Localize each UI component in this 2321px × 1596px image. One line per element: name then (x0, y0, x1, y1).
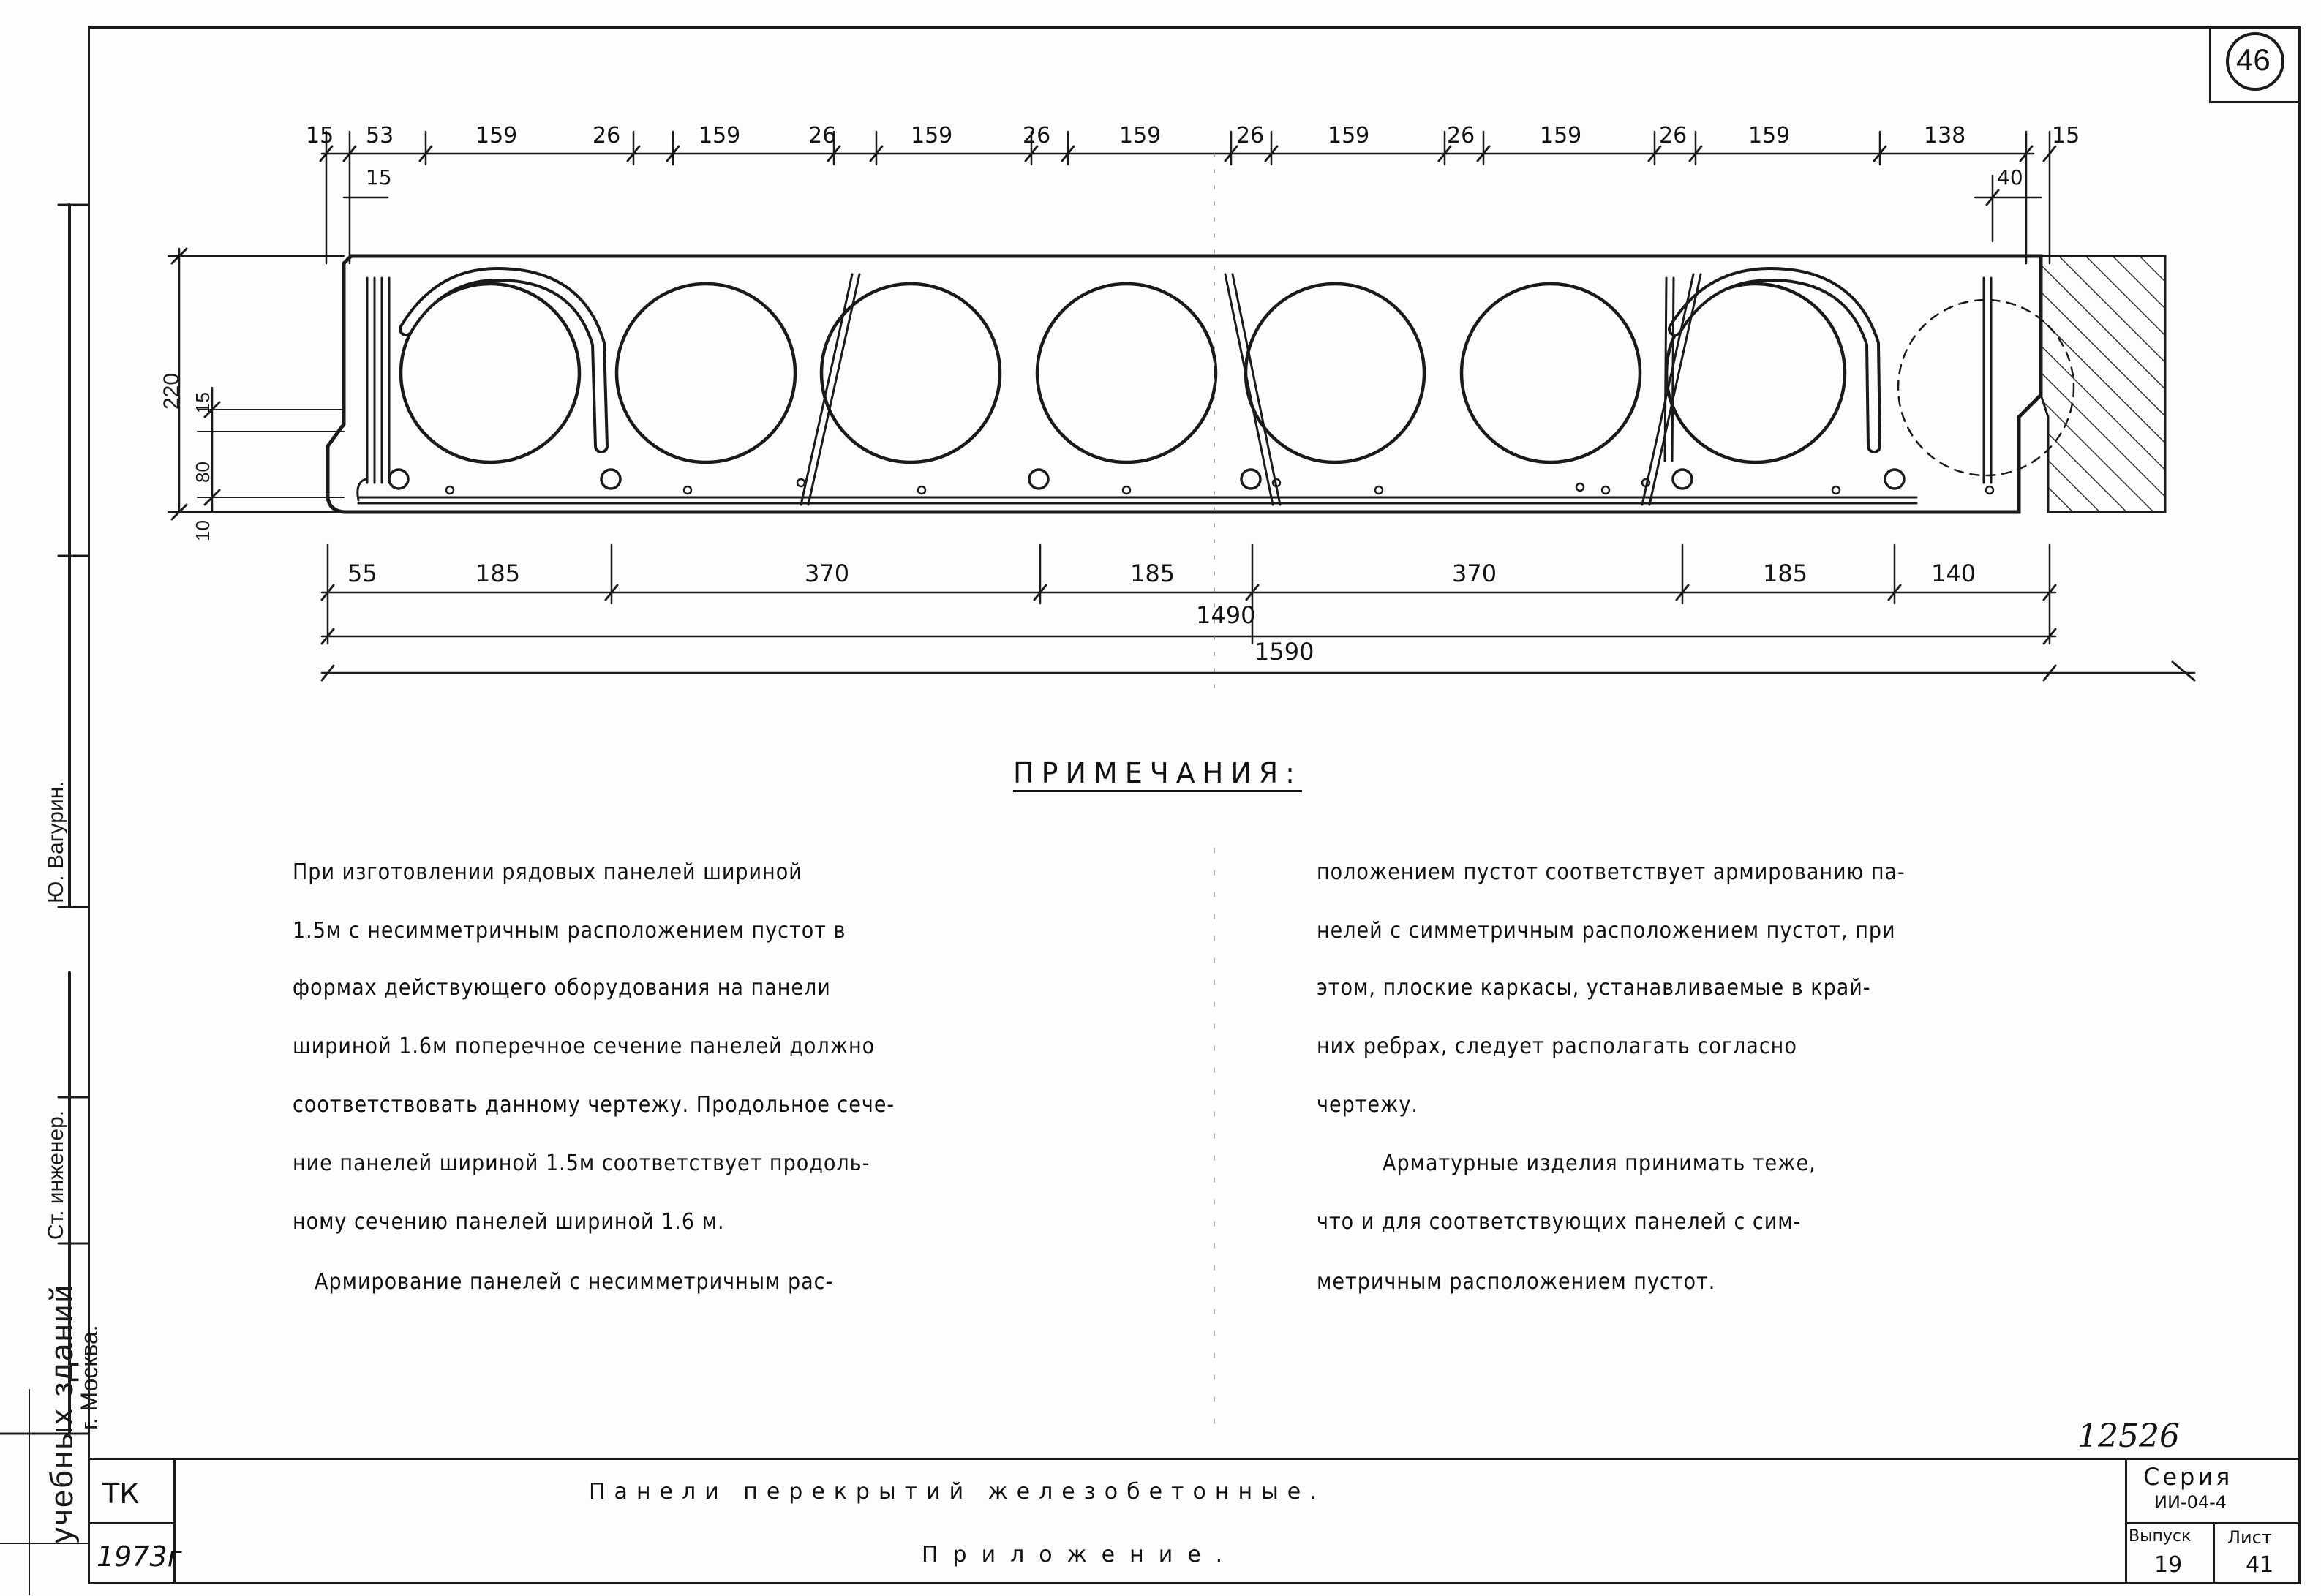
title-block-subtitle: Приложение. (922, 1542, 1238, 1567)
title-block-series-value: ИИ-04-4 (2154, 1492, 2227, 1513)
dim-total-1490: 1490 (1196, 601, 1256, 629)
note-left-line-5: соответствовать данному чертежу. Продольное сече- (293, 1092, 895, 1118)
note-right-line-6: Арматурные изделия принимать теже, (1383, 1151, 1816, 1176)
title-block-row-divider (88, 1522, 176, 1524)
dim-top-26-6: 26 (1659, 123, 1688, 148)
dim-top-159-7: 159 (1748, 123, 1791, 148)
note-right-line-5: чертежу. (1317, 1092, 1418, 1118)
dim-bottom-55: 55 (347, 560, 377, 587)
note-left-line-6: ние панелей шириной 1.5м соответствует продоль- (293, 1151, 870, 1176)
dim-top-26-2: 26 (808, 123, 837, 148)
title-block-year: 1973г (97, 1540, 182, 1573)
side-stamp-org: учебных зданий (44, 1283, 80, 1543)
title-block-code: ТК (102, 1478, 140, 1510)
dim-sub-15: 15 (366, 165, 392, 189)
dim-bottom-185-1: 185 (475, 560, 521, 587)
note-right-line-8: метричным расположением пустот. (1317, 1269, 1716, 1295)
dim-bottom-370-2: 370 (1452, 560, 1497, 587)
title-block-title: Панели перекрытий железобетонные. (589, 1479, 1325, 1505)
note-left-line-8: Армирование панелей с несимметричным рас- (315, 1269, 834, 1295)
dim-top-15-right: 15 (2052, 123, 2080, 148)
dim-top-159-5: 159 (1328, 123, 1370, 148)
side-stamp-name: Ю. Вагурин. (44, 780, 68, 903)
dim-bottom-140: 140 (1931, 560, 1976, 587)
dim-bottom-185-2: 185 (1130, 560, 1175, 587)
dim-top-159-2: 159 (699, 123, 741, 148)
dim-top-159-3: 159 (911, 123, 953, 148)
dim-top-15-left: 15 (306, 123, 334, 148)
dim-sub-40: 40 (1997, 165, 2023, 189)
title-block-issue-label: Выпуск (2129, 1527, 2192, 1546)
dim-top-159-6: 159 (1540, 123, 1582, 148)
notes-title: ПРИМЕЧАНИЯ: (1013, 757, 1302, 789)
dim-top-26-5: 26 (1447, 123, 1475, 148)
dim-top-138: 138 (1924, 123, 1966, 148)
dim-left-80: 80 (192, 462, 214, 483)
note-left-line-1: При изготовлении рядовых панелей шириной (293, 859, 802, 885)
dim-top-26-1: 26 (593, 123, 621, 148)
archive-number: 12526 (2077, 1418, 2180, 1455)
note-right-line-3: этом, плоские каркасы, устанавливаемые в край- (1317, 975, 1871, 1001)
note-right-line-7: что и для соответствующих панелей с сим- (1317, 1209, 1802, 1235)
dim-bottom-370-1: 370 (805, 560, 850, 587)
note-left-line-4: шириной 1.6м поперечное сечение панелей должно (293, 1034, 876, 1059)
title-block-series-label: Серия (2143, 1463, 2233, 1491)
note-left-line-2: 1.5м с несимметричным расположением пустот в (293, 918, 846, 944)
dim-left-10: 10 (192, 520, 214, 541)
title-block-sheet-value: 41 (2246, 1552, 2274, 1578)
title-block-issue-value: 19 (2154, 1552, 2183, 1578)
dim-left-15: 15 (192, 392, 214, 413)
note-right-line-2: нелей с симметричным расположением пустот, при (1317, 918, 1896, 944)
note-left-line-3: формах действующего оборудования на панели (293, 975, 831, 1001)
dim-top-26-4: 26 (1236, 123, 1265, 148)
title-block-issue-divider (2213, 1522, 2215, 1584)
side-stamp-role: Ст. инженер. (44, 1110, 68, 1240)
dim-bottom-185-3: 185 (1763, 560, 1808, 587)
note-right-line-4: них ребрах, следует располагать согласно (1317, 1034, 1797, 1059)
dim-total-1590: 1590 (1254, 638, 1314, 666)
dim-top-26-3: 26 (1023, 123, 1051, 148)
dim-top-159-1: 159 (475, 123, 518, 148)
title-block-sheet-label: Лист (2227, 1527, 2272, 1548)
side-stamp-city: г. Москва. (76, 1325, 102, 1430)
note-right-line-1: положением пустот соответствует армированию па- (1317, 859, 1906, 885)
title-block (88, 1458, 2301, 1584)
dim-top-53: 53 (366, 123, 394, 148)
dim-top-159-4: 159 (1119, 123, 1162, 148)
sheet-badge-number: 46 (2236, 42, 2271, 77)
note-left-line-7: ному сечению панелей шириной 1.6 м. (293, 1209, 725, 1235)
dim-left-220: 220 (159, 372, 184, 410)
